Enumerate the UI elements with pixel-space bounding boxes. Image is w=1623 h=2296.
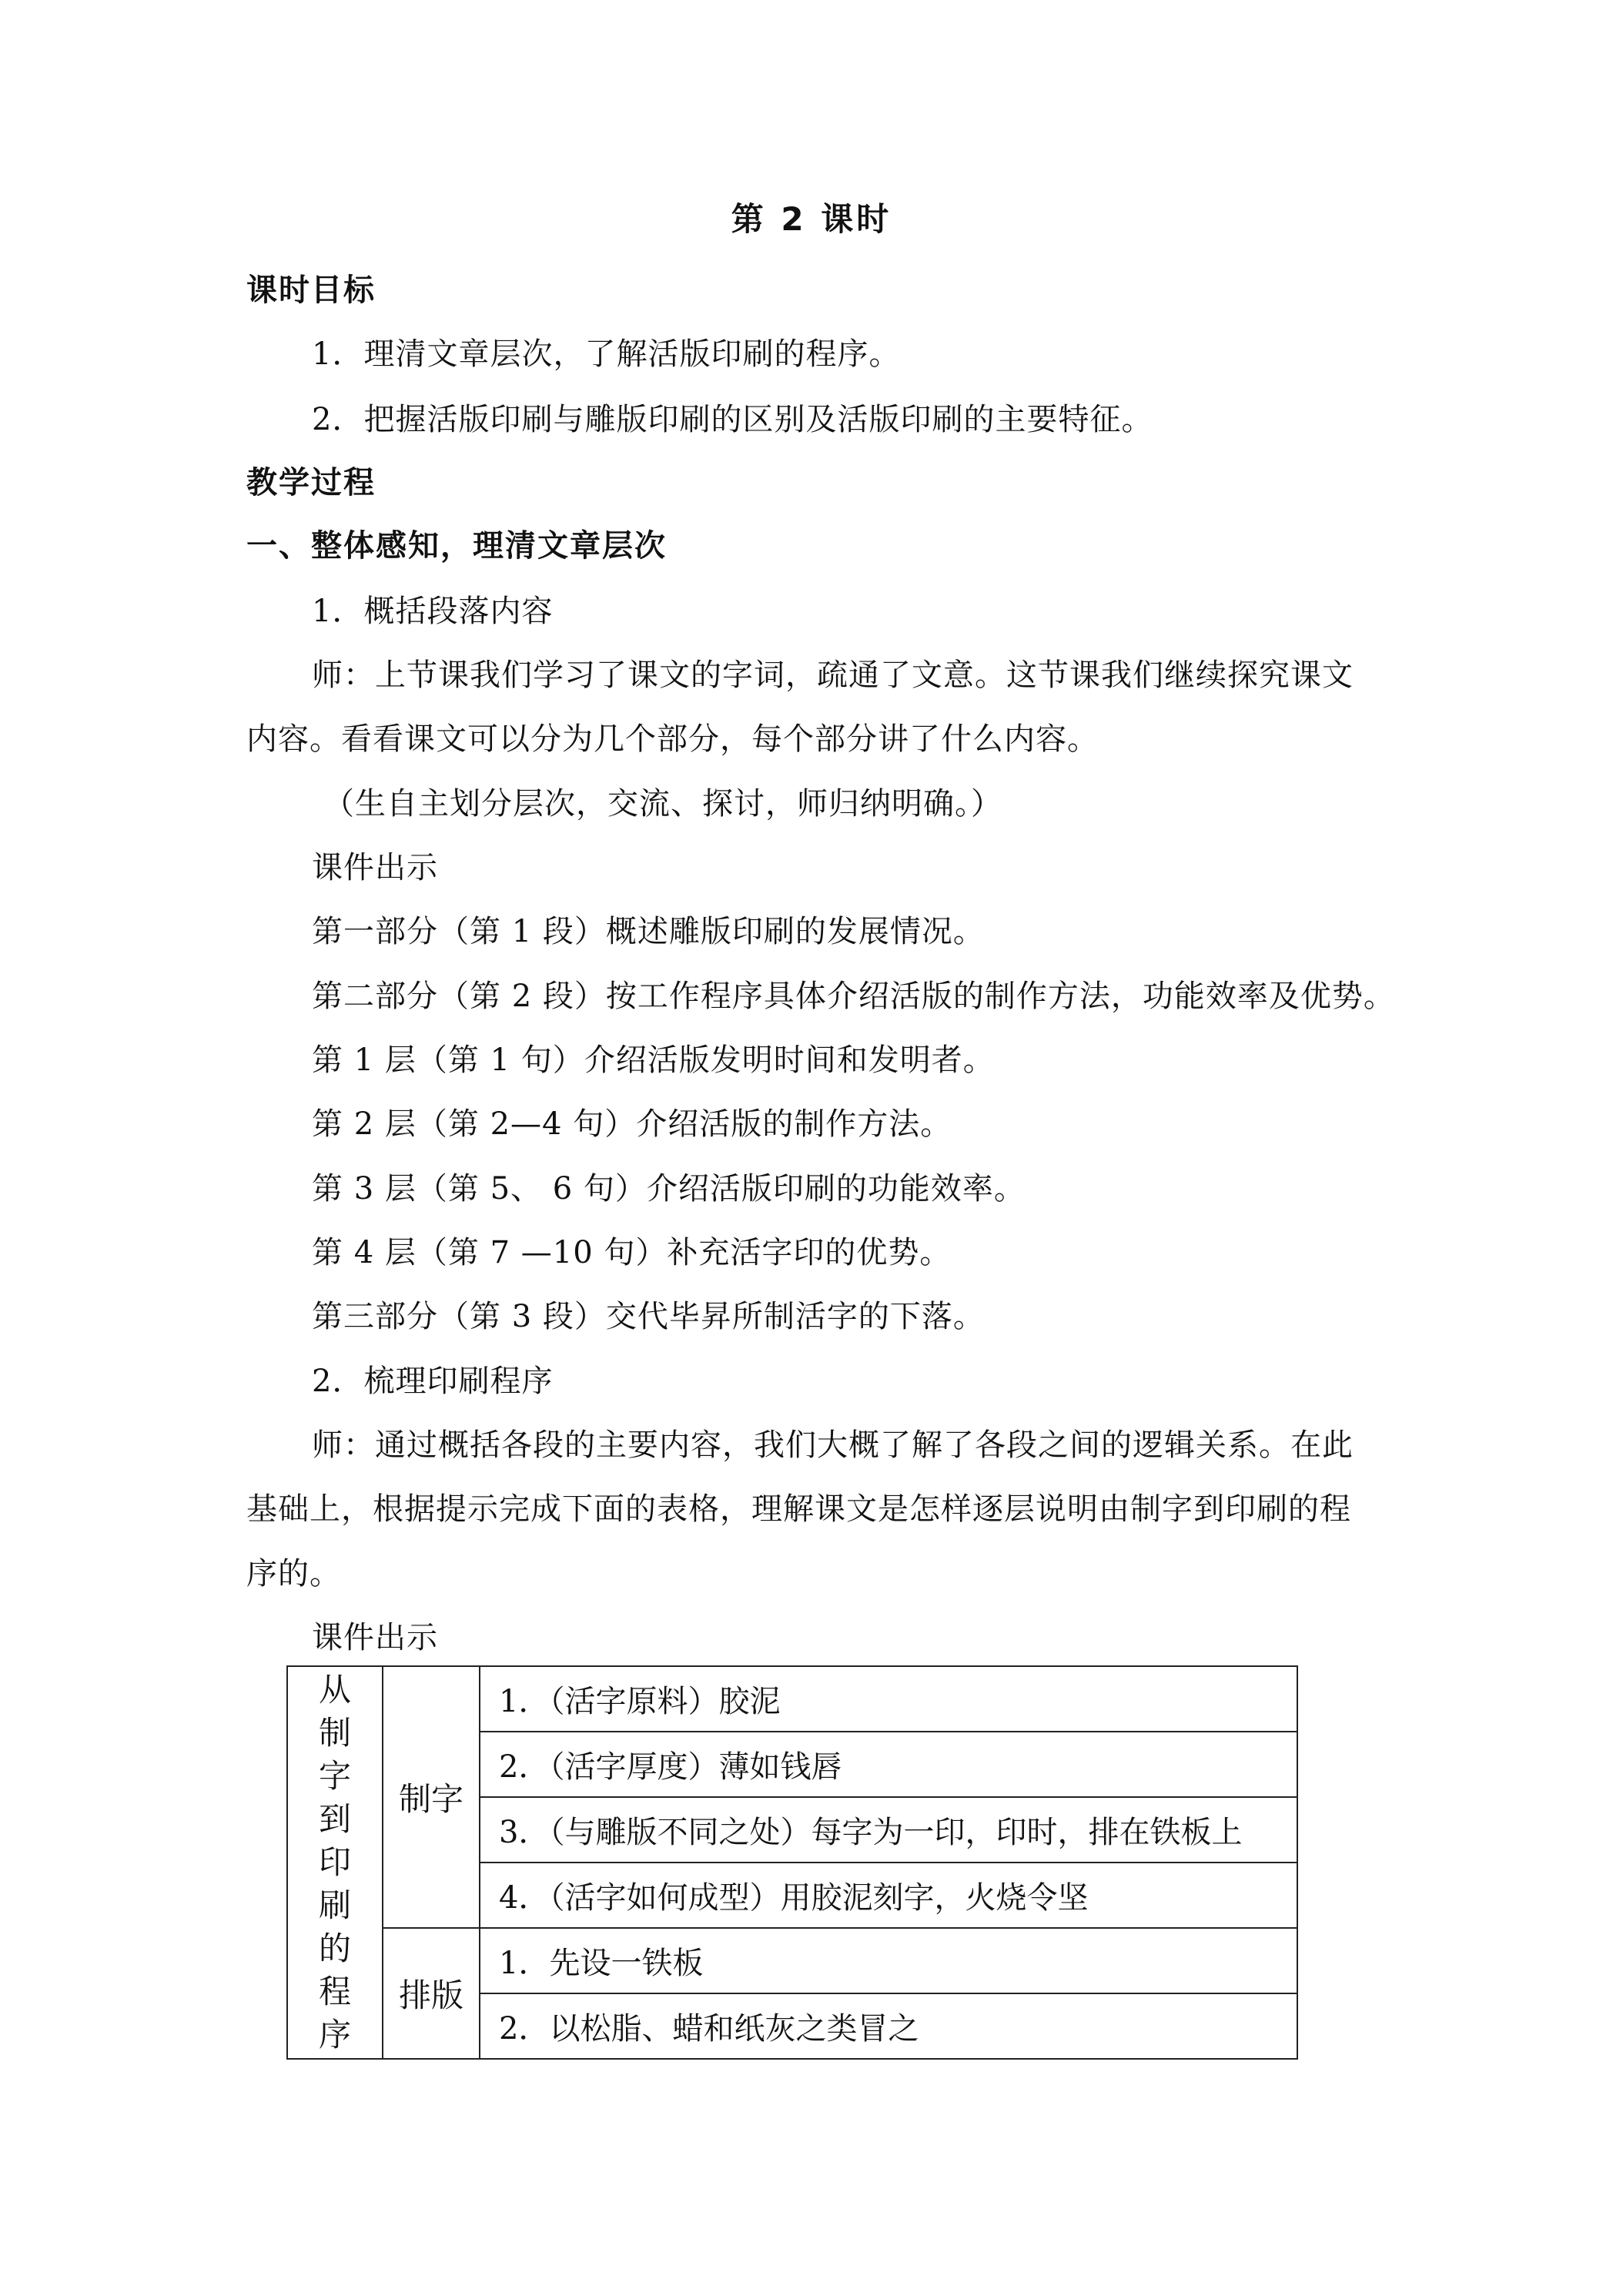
table-row [287, 1666, 1297, 1732]
teacher-paragraph-1a: 师：上节课我们学习了课文的字词，疏通了文意。这节课我们继续探究课文 [312, 658, 1354, 693]
type-making-item-4: 4．（活字如何成型）用胶泥刻字，火烧令坚 [480, 1863, 1297, 1928]
courseware-label-2: 课件出示 [312, 1620, 438, 1655]
goal-item-1: 1．理清文章层次，了解活版印刷的程序。 [312, 336, 901, 372]
part-3-summary: 第三部分（第 3 段）交代毕昇所制活字的下落。 [312, 1299, 985, 1334]
type-making-item-1: 1．（活字原料）胶泥 [480, 1666, 1297, 1732]
type-making-item-3: 3．（与雕版不同之处）每字为一印，印时，排在铁板上 [480, 1797, 1297, 1863]
part-2-summary: 第二部分（第 2 段）按工作程序具体介绍活版的制作方法，功能效率及优势。 [312, 979, 1395, 1014]
teacher-paragraph-2c: 序的。 [246, 1556, 341, 1591]
layer-2-summary: 第 2 层（第 2—4 句）介绍活版的制作方法。 [312, 1106, 952, 1142]
part-1-summary: 第一部分（第 1 段）概述雕版印刷的发展情况。 [312, 914, 985, 949]
teacher-paragraph-1b: 内容。看看课文可以分为几个部分，每个部分讲了什么内容。 [246, 721, 1099, 757]
part1-heading: 一、整体感知，理清文章层次 [246, 528, 667, 564]
typesetting-item-2: 2．以松脂、蜡和纸灰之类冒之 [480, 1993, 1297, 2059]
table-row [287, 1928, 1297, 1993]
page-title: 第 2 课时 [731, 200, 892, 238]
student-note: （生自主划分层次，交流、探讨，师归纳明确。） [323, 786, 1002, 822]
category-type-making: 制字 [383, 1666, 480, 1928]
typesetting-item-1: 1．先设一铁板 [480, 1928, 1297, 1993]
teacher-paragraph-2b: 基础上，根据提示完成下面的表格，理解课文是怎样逐层说明由制字到印刷的程 [246, 1491, 1351, 1527]
goals-heading: 课时目标 [246, 273, 376, 308]
process-vertical-label: 从制字到印刷的程序 [287, 1666, 383, 2059]
category-typesetting: 排版 [383, 1928, 480, 2059]
subheading-printing-process: 2．梳理印刷程序 [312, 1364, 554, 1399]
printing-process-table [286, 1665, 1298, 2060]
goal-item-2: 2．把握活版印刷与雕版印刷的区别及活版印刷的主要特征。 [312, 402, 1153, 437]
layer-4-summary: 第 4 层（第 7 —10 句）补充活字印的优势。 [312, 1235, 952, 1270]
subheading-summarize: 1．概括段落内容 [312, 594, 554, 629]
courseware-label-1: 课件出示 [312, 850, 438, 885]
layer-1-summary: 第 1 层（第 1 句）介绍活版发明时间和发明者。 [312, 1043, 995, 1078]
teacher-paragraph-2a: 师：通过概括各段的主要内容，我们大概了解了各段之间的逻辑关系。在此 [312, 1427, 1354, 1463]
type-making-item-2: 2．（活字厚度）薄如钱唇 [480, 1732, 1297, 1797]
layer-3-summary: 第 3 层（第 5、 6 句）介绍活版印刷的功能效率。 [312, 1171, 1026, 1207]
process-heading: 教学过程 [246, 465, 376, 500]
